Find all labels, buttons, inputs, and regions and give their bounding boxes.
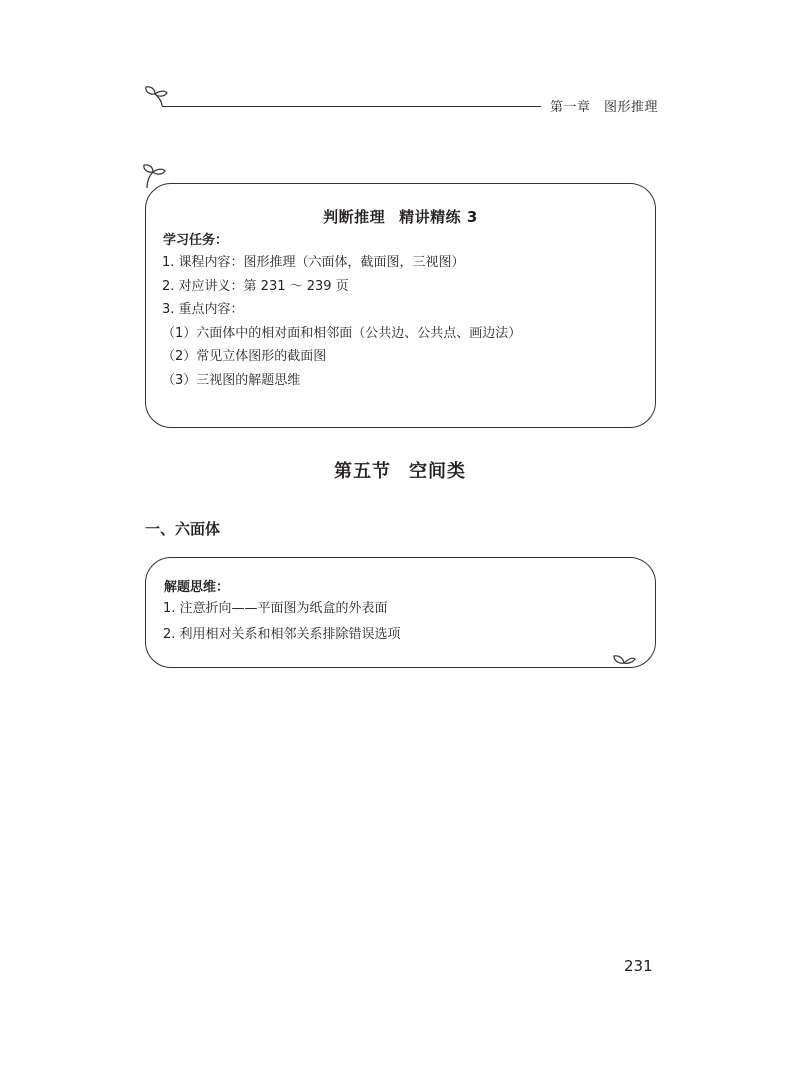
list-item: 2. 对应讲义：第 231 ～ 239 页: [162, 278, 349, 294]
solving-thinking-box: [145, 557, 656, 668]
subsection-heading: 一、六面体: [145, 520, 221, 538]
list-item: （3）三视图的解题思维: [162, 372, 301, 388]
header-rule: [162, 106, 541, 107]
section-title-number: 第五节: [334, 461, 391, 482]
thinking-box-sprout-icon: [612, 650, 636, 666]
list-item: （1）六面体中的相对面和相邻面（公共边、公共点、画边法）: [162, 325, 522, 341]
study-title-subject: 判断推理: [323, 208, 386, 226]
header-sprout-icon: [143, 84, 169, 108]
list-item: 2. 利用相对关系和相邻关系排除错误选项: [163, 627, 401, 642]
list-item: 1. 注意折向——平面图为纸盒的外表面: [163, 601, 388, 616]
study-task-box: [145, 183, 656, 428]
chapter-title: 第一章 图形推理: [550, 100, 659, 115]
study-title-session: 精讲精练 3: [399, 208, 478, 226]
list-item: （2）常见立体图形的截面图: [162, 349, 327, 365]
list-item: 1. 课程内容：图形推理（六面体，截面图，三视图）: [162, 255, 465, 270]
thinking-list: [163, 596, 401, 648]
list-item: 3. 重点内容：: [162, 302, 244, 318]
section-title: [0, 457, 800, 483]
study-box-title: [146, 206, 655, 227]
study-task-heading: 学习任务：: [163, 233, 229, 248]
section-title-name: 空间类: [409, 461, 466, 482]
page-number: 231: [624, 957, 653, 975]
thinking-heading: 解题思维：: [164, 580, 230, 595]
study-task-list: [162, 251, 521, 393]
